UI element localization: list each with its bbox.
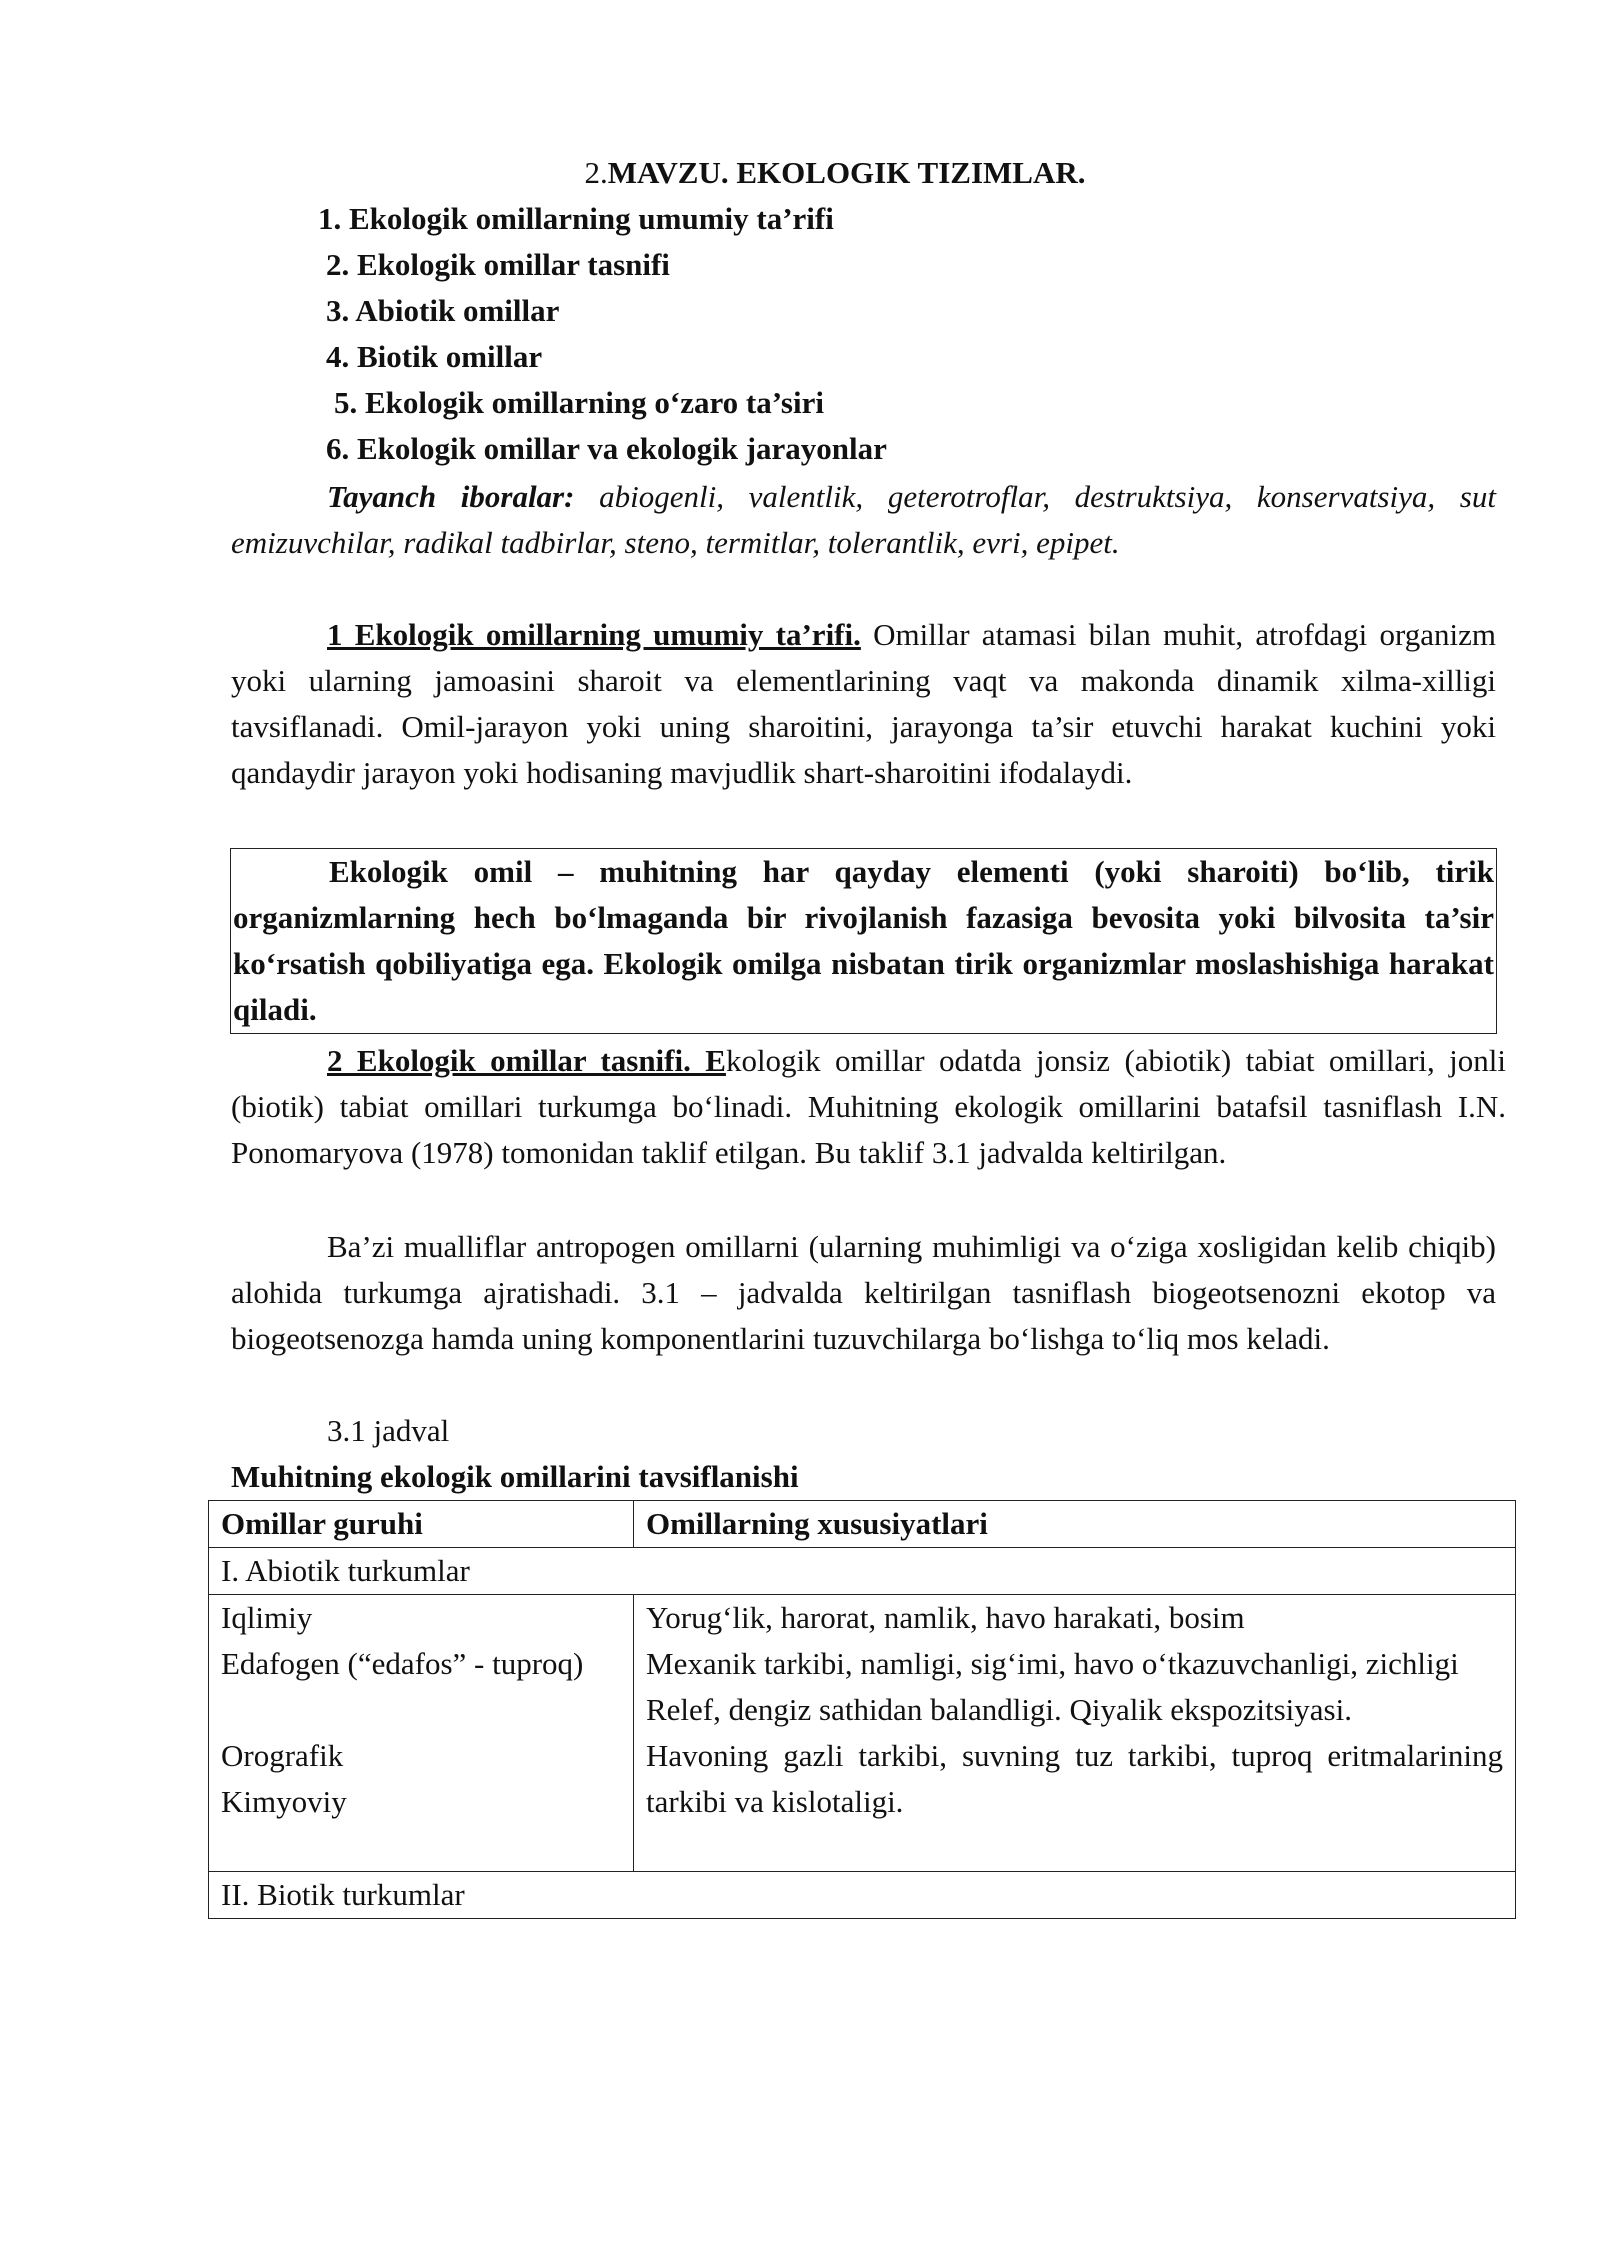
table-header-row bbox=[209, 1501, 1516, 1548]
factor-group: Iqlimiy bbox=[221, 1600, 313, 1635]
factor-property: Yorug‘lik, harorat, namlik, havo harakati, bosim bbox=[646, 1600, 1245, 1635]
factor-group: Orografik bbox=[221, 1738, 344, 1773]
table-caption: 3.1 jadval bbox=[327, 1413, 450, 1448]
topic-item: 6. Ekologik omillar va ekologik jarayonlar bbox=[326, 431, 887, 466]
topic-item: 4. Biotik omillar bbox=[326, 339, 543, 374]
section2-heading: 2 Ekologik omillar tasnifi. E bbox=[327, 1043, 726, 1078]
keywords-label: Tayanch iboralar: bbox=[327, 479, 575, 514]
table-group-row bbox=[209, 1548, 1516, 1595]
definition-box bbox=[230, 848, 1497, 1034]
group-cell: II. Biotik turkumlar bbox=[209, 1872, 1516, 1919]
topic-item: 3. Abiotik omillar bbox=[326, 293, 560, 328]
group-cell: I. Abiotik turkumlar bbox=[209, 1548, 1516, 1595]
factor-properties-cell bbox=[634, 1595, 1516, 1872]
topic-item: 1. Ekologik omillarning umumiy ta’rifi bbox=[318, 201, 834, 236]
factor-group: Edafogen (“edafos” - tuproq) bbox=[221, 1646, 584, 1681]
factors-table bbox=[208, 1500, 1516, 1919]
factor-group: Kimyoviy bbox=[221, 1784, 347, 1819]
definition-text: Ekologik omil – muhitning har qayday elementi (yoki sharoiti) bo‘lib, tirik organizmlarning hech bo‘lmaganda bir rivojlanish fazasiga bevosita yoki bilvosita ta’sir ko‘rsatish qobiliyatiga ega. Ekologik omilga nisbatan tirik organizmlar moslashishiga harakat qiladi. bbox=[233, 854, 1494, 1027]
keywords-paragraph bbox=[231, 474, 1496, 566]
table-group-row bbox=[209, 1872, 1516, 1919]
table-row bbox=[209, 1595, 1516, 1872]
section1-text: Omillar atamasi bilan muhit, atrofdagi organizm yoki ularning jamoasini sharoit va elementlarining vaqt va makonda dinamik xilma-xilligi tavsiflanadi. Omil-jarayon yoki uning sharoitini, jarayonga ta’sir etuvchi harakat kuchini yoki qandaydir jarayon yoki hodisaning mavjudlik shart-sharoitini ifodalaydi. bbox=[231, 617, 1496, 790]
paragraph-3-text: Ba’zi mualliflar antropogen omillarni (ularning muhimligi va o‘ziga xosligidan kelib chiqib) alohida turkumga ajratishadi. 3.1 – jadvalda keltirilgan tasniflash biogeotsenozni ekotop va biogeotsenozga hamda uning komponentlarini tuzuvchilarga bo‘lishga to‘liq mos keladi. bbox=[231, 1229, 1496, 1356]
factor-property: Havoning gazli tarkibi, suvning tuz tarkibi, tuproq eritmalarining tarkibi va kislotaligi. bbox=[646, 1738, 1503, 1819]
table-title: Muhitning ekologik omillarini tavsiflanishi bbox=[231, 1459, 799, 1494]
factor-property: Mexanik tarkibi, namligi, sig‘imi, havo o‘tkazuvchanligi, zichligi bbox=[646, 1646, 1459, 1681]
title-bold: MAVZU. EKOLOGIK TIZIMLAR. bbox=[607, 155, 1086, 190]
keywords-text: abiogenli, valentlik, geterotroflar, destruktsiya, konservatsiya, sut emizuvchilar, radikal tadbirlar, steno, termitlar, tolerantlik, evri, epipet. bbox=[231, 479, 1496, 560]
section1-heading: 1 Ekologik omillarning umumiy ta’rifi. bbox=[327, 617, 861, 652]
page-title bbox=[0, 150, 1600, 196]
topic-item: 2. Ekologik omillar tasnifi bbox=[326, 247, 670, 282]
header-cell: Omillarning xususiyatlari bbox=[634, 1501, 1516, 1548]
factor-property: Relef, dengiz sathidan balandligi. Qiyalik ekspozitsiyasi. bbox=[646, 1692, 1352, 1727]
header-cell: Omillar guruhi bbox=[209, 1501, 634, 1548]
factor-groups-cell bbox=[209, 1595, 634, 1872]
topic-item: 5. Ekologik omillarning o‘zaro ta’siri bbox=[334, 385, 824, 420]
title-prefix: 2. bbox=[584, 155, 608, 190]
paragraph-3 bbox=[231, 1224, 1496, 1362]
section2-paragraph bbox=[231, 1038, 1506, 1176]
section2-text: kologik omillar odatda jonsiz (abiotik) tabiat omillari, jonli (biotik) tabiat omillari turkumga bo‘linadi. Muhitning ekologik omillarini batafsil tasniflash I.N. Ponomaryova (1978) tomonidan taklif etilgan. Bu taklif 3.1 jadvalda keltirilgan. bbox=[231, 1043, 1506, 1170]
section1-paragraph bbox=[231, 612, 1496, 796]
